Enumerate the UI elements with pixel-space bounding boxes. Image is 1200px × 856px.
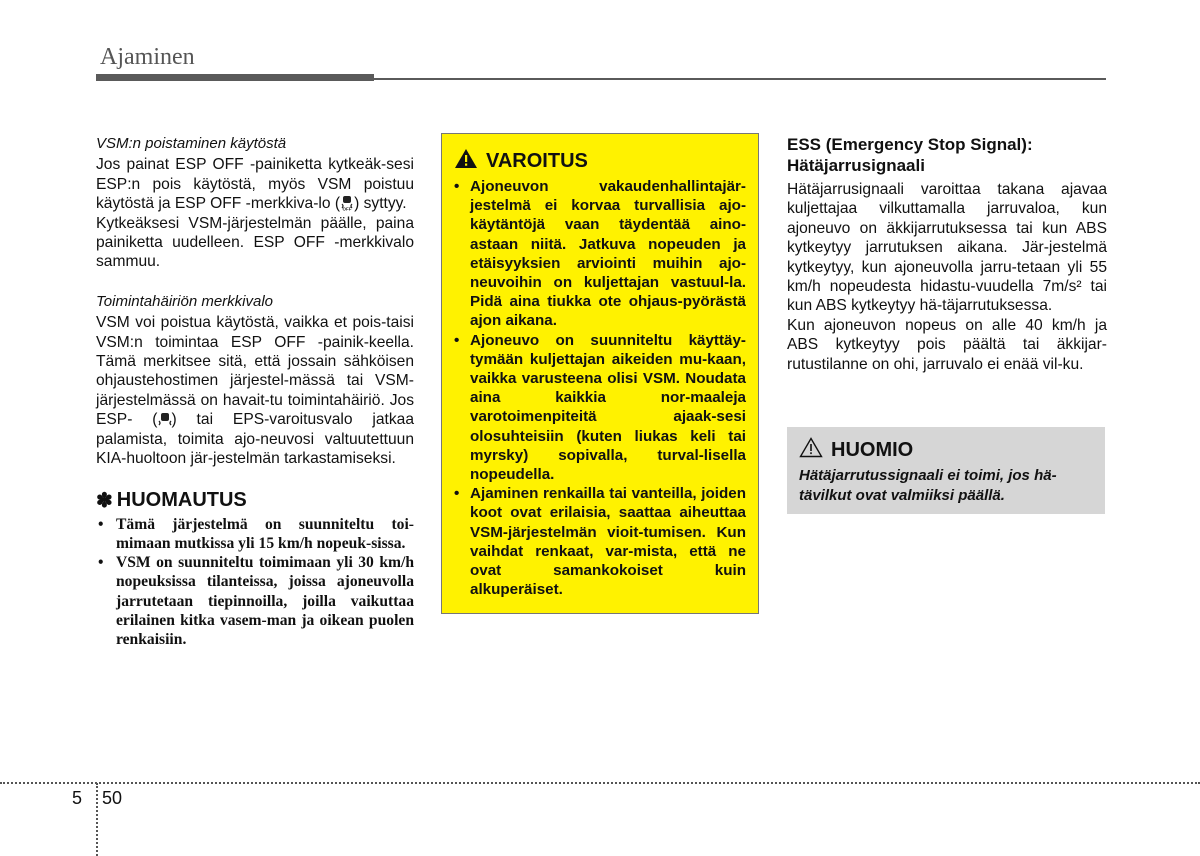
vsm-disable-text-b: ) syttyy. — [354, 195, 407, 213]
warning-triangle-icon — [454, 148, 478, 175]
ess-heading — [787, 134, 1107, 176]
warning-heading — [454, 148, 746, 175]
warning-item-text: Ajoneuvo on suunniteltu käyttäy-tymään kuljettajan aikeiden mu-kaan, vaikka varusteena olisi VSM. Noudata aina kaikkia nor-maaleja varotoimenpiteitä ajaak-sesi olosuhteisiin (kuten liukas keli tai myrsky) sopivalla, turval-lisella nopeudella. — [470, 331, 746, 484]
malfunction-text-a: VSM voi poistua käytöstä, vaikka et pois-taisi VSM:n toimintaa ESP OFF -painik-keella. Tämä merkitsee sitä, että jossain sähköisen ohjaustehostimen järjestel-mässä tai VSM-järjestelmässä on havait-tu toimintahäiriö. Jos ESP- ( — [96, 314, 414, 429]
ess-paragraph-1: Hätäjarrusignaali varoittaa takana ajavaa kuljettajaa vilkuttamalla jarruvaloa, kun ajoneuvo on äkkijarrutuksessa tai kun ABS kytkeytyy jarrutuksen aikana. Jär-jestelmä kytkeytyy, kun ajoneuvolla jarru-tetaan yli 55 km/h nopeudesta hidastu-vuudella 7m/s² tai kun ABS kytkeytyy hä-täjarrutuksessa. — [787, 181, 1107, 315]
vsm-disable-text-a: Jos painat ESP OFF -painiketta kytkeäk-sesi ESP:n pois käytöstä, myös VSM poistuu käytöstä ja ESP OFF -merkkiva-lo ( — [96, 156, 414, 213]
warning-item: • Ajaminen renkailla tai vanteilla, joiden koot ovat erilaisia, saattaa aiheuttaa VSM-järjestelmän vioit-tumisen. Kun vaihdat renkaat, var-mista, että ne ovat samankokoiset kuin alkuperäiset. — [454, 485, 746, 599]
footer-divider — [0, 782, 1200, 784]
header-rule-thin — [374, 78, 1106, 80]
footer-vertical-divider — [96, 783, 98, 856]
malfunction-text-b: ) tai EPS-varoitusvalo jatkaa palamista, toimita ajo-neuvosi valtuutettuun KIA-huoltoon jär-jestelmän tarkastamiseksi. — [96, 411, 415, 468]
ess-heading-line2: Hätäjarrusignaali — [787, 156, 925, 175]
caution-triangle-icon — [799, 437, 823, 464]
vsm-disable-heading: VSM:n poistaminen käytöstä — [96, 135, 287, 152]
left-column — [96, 134, 414, 650]
warning-item: • Ajoneuvon vakaudenhallintajär-jestelmä ei korvaa turvallisia ajo-käytäntöjä vaan täydentää aino-astaan niitä. Jatkuva nopeuden ja etäisyyksien arviointi muihin ajo-neuvoihin on kuljettajan vastuul-la. Pidä aina tiukka ote ohjaus-pyörästä ajon aikana. — [454, 178, 746, 330]
malfunction-heading: Toimintahäiriön merkkivalo — [96, 292, 274, 310]
warning-item: • Ajoneuvo on suunniteltu käyttäy-tymään kuljettajan aikeiden mu-kaan, vaikka varusteena olisi VSM. Noudata aina kaikkia nor-maaleja varotoimenpiteitä ajaak-sesi olosuhteisiin (kuten liukas keli tai myrsky) sopivalla, turval-lisella nopeudella. — [454, 331, 746, 484]
warning-item-text: Ajaminen renkailla tai vanteilla, joiden koot ovat erilaisia, saattaa aiheuttaa VSM-järjestelmän vioit-tumisen. Kun vaihdat renkaat, var-mista, että ne ovat samankokoiset kuin alkuperäiset. — [470, 485, 746, 599]
ess-paragraph-2: Kun ajoneuvon nopeus on alle 40 km/h ja ABS kytkeytyy pois päältä tai äkkijar-rutustilanne on ohi, jarruvalo ei enää vil-ku. — [787, 316, 1107, 373]
caution-box — [787, 427, 1105, 514]
caution-title: HUOMIO — [831, 439, 914, 461]
vsm-disable-paragraph-2: Kytkeäksesi VSM-järjestelmän päälle, paina painiketta uudelleen. ESP OFF -merkkivalo sammuu. — [96, 214, 414, 271]
note-item-text: VSM on suunniteltu toimimaan yli 30 km/h nopeuksissa tilanteissa, joissa ajoneuvolla jarrutetaan tiepinnoilla, joilla vaikuttaa erilainen kitka vasem-man ja oikean puolen renkaisiin. — [116, 554, 414, 649]
warning-item-text: Ajoneuvon vakaudenhallintajär-jestelmä ei korvaa turvallisia ajo-käytäntöjä vaan täydentää aino-astaan niitä. Jatkuva nopeuden ja etäisyyksien arviointi muihin ajo-neuvoihin on kuljettajan vastuul-la. Pidä aina tiukka ote ohjaus-pyörästä ajon aikana. — [470, 178, 746, 330]
malfunction-paragraph — [96, 313, 414, 468]
page-section-title: Ajaminen — [100, 44, 195, 70]
caution-text: Hätäjarrutussignaali ei toimi, jos hä-tävilkut ovat valmiiksi päällä. — [799, 467, 1057, 504]
esp-warning-icon — [157, 411, 171, 427]
note-heading — [96, 488, 414, 512]
caution-heading — [799, 437, 1095, 464]
note-item: • VSM on suunniteltu toimimaan yli 30 km/h nopeuksissa tilanteissa, joissa ajoneuvolla jarrutetaan tiepinnoilla, joilla vaikuttaa erilainen kitka vasem-man ja oikean puolen renkaisiin. — [98, 554, 414, 649]
page-number: 50 — [102, 788, 123, 808]
note-item-text: Tämä järjestelmä on suunniteltu toi-mimaan mutkissa yli 15 km/h nopeuk-sissa. — [116, 515, 414, 552]
vsm-disable-paragraph-1 — [96, 155, 414, 213]
note-item: • Tämä järjestelmä on suunniteltu toi-mimaan mutkissa yli 15 km/h nopeuk-sissa. — [98, 515, 414, 552]
header-rule-thick — [96, 74, 374, 81]
esp-off-icon-label: OFF — [342, 206, 352, 212]
esp-off-icon — [340, 195, 354, 211]
warning-list — [454, 177, 746, 599]
warning-box — [441, 133, 759, 614]
ess-heading-line1: ESS (Emergency Stop Signal): — [787, 135, 1033, 154]
note-list — [96, 515, 414, 650]
note-title: HUOMAUTUS — [116, 488, 247, 511]
note-star-icon: ✽ — [96, 489, 113, 512]
right-column — [787, 134, 1107, 374]
warning-title: VAROITUS — [486, 150, 588, 172]
chapter-number: 5 — [72, 788, 83, 808]
